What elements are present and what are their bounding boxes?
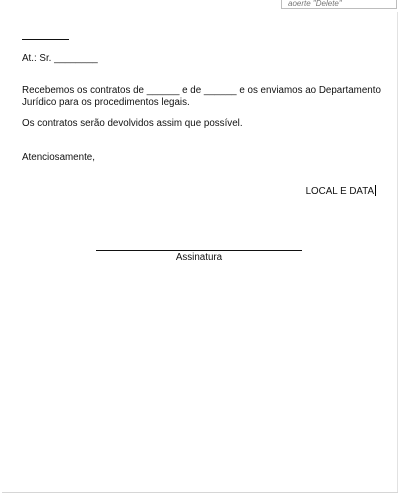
paragraph-contracts-returned[interactable]: Os contratos serão devolvidos assim que possível. (22, 118, 243, 129)
page-right-edge (397, 12, 398, 493)
delete-hint: aoerte "Delete" (281, 0, 397, 9)
signature-line (96, 250, 302, 251)
recipient-line[interactable]: At.: Sr. ________ (22, 53, 98, 64)
closing-salutation[interactable]: Atenciosamente, (22, 152, 95, 163)
page-bottom-edge (2, 492, 398, 493)
paragraph-contracts-received[interactable]: Recebemos os contratos de ______ e de ______ e os enviamos ao Departamento Jurídico para os procedimentos legais. (22, 85, 381, 108)
place-and-date-text: LOCAL E DATA (305, 186, 374, 197)
place-and-date[interactable] (306, 185, 376, 198)
signature-label: Assinatura (175, 252, 223, 263)
text-cursor (375, 185, 376, 196)
header-blank-line (22, 39, 69, 40)
